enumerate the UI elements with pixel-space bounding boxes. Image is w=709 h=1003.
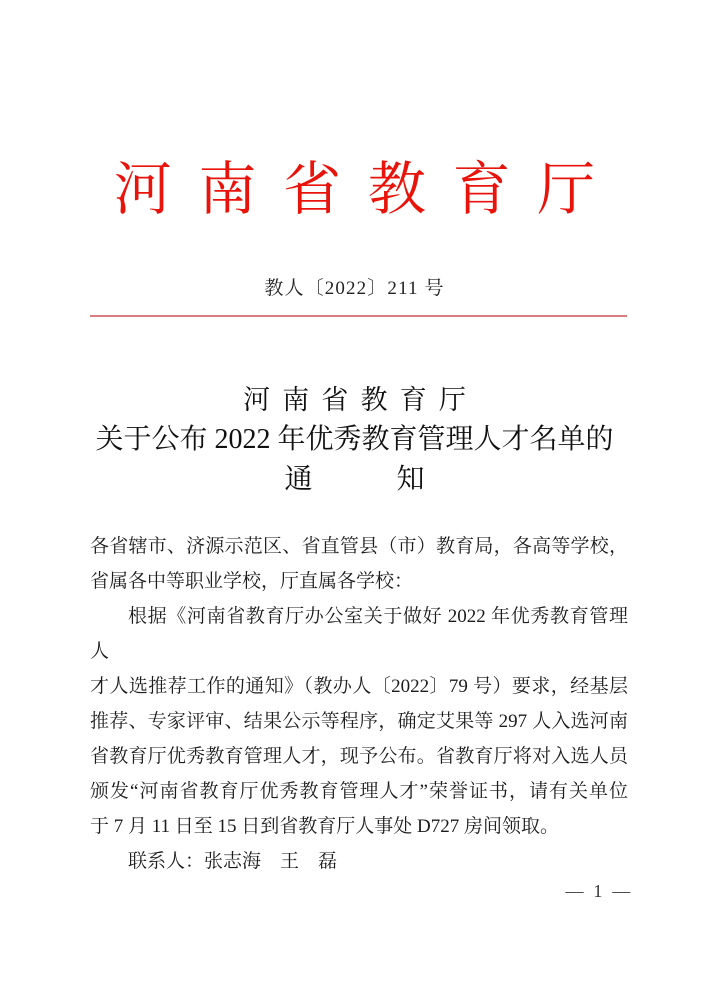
doc-number: 教人〔2022〕211 号 [264, 278, 445, 299]
document-body [90, 529, 628, 879]
body-line: 于 7 月 11 日至 15 日到省教育厅人事处 D727 房间领取。 [90, 816, 560, 837]
body-line: 才人选推荐工作的通知》（教办人〔2022〕79 号）要求，经基层 [90, 676, 628, 697]
body-line: 省属各中等职业学校，厅直属各学校： [90, 571, 414, 592]
contact-line: 联系人：张志海 王 磊 [128, 851, 338, 872]
doc-title-subject-line: 关于公布 2022 年优秀教育管理人才名单的 [95, 424, 614, 455]
agency-title: 河南省教育厅 [113, 157, 622, 222]
doc-title-notice-line: 通 知 [284, 464, 425, 495]
page-number: — 1 — [565, 881, 633, 901]
body-line: 颁发“河南省教育厅优秀教育管理人才”荣誉证书，请有关单位 [90, 781, 628, 802]
body-line: 各省辖市、济源示范区、省直管县（市）教育局，各高等学校， [90, 536, 628, 557]
doc-title-org-line: 河南省教育厅 [243, 385, 479, 415]
body-line: 省教育厅优秀教育管理人才，现予公布。省教育厅将对入选人员 [90, 746, 628, 767]
red-divider-line [90, 315, 627, 317]
body-line: 推荐、专家评审、结果公示等程序，确定艾果等 297 人入选河南 [90, 711, 628, 732]
body-line: 根据《河南省教育厅办公室关于做好 2022 年优秀教育管理人 [90, 606, 628, 662]
